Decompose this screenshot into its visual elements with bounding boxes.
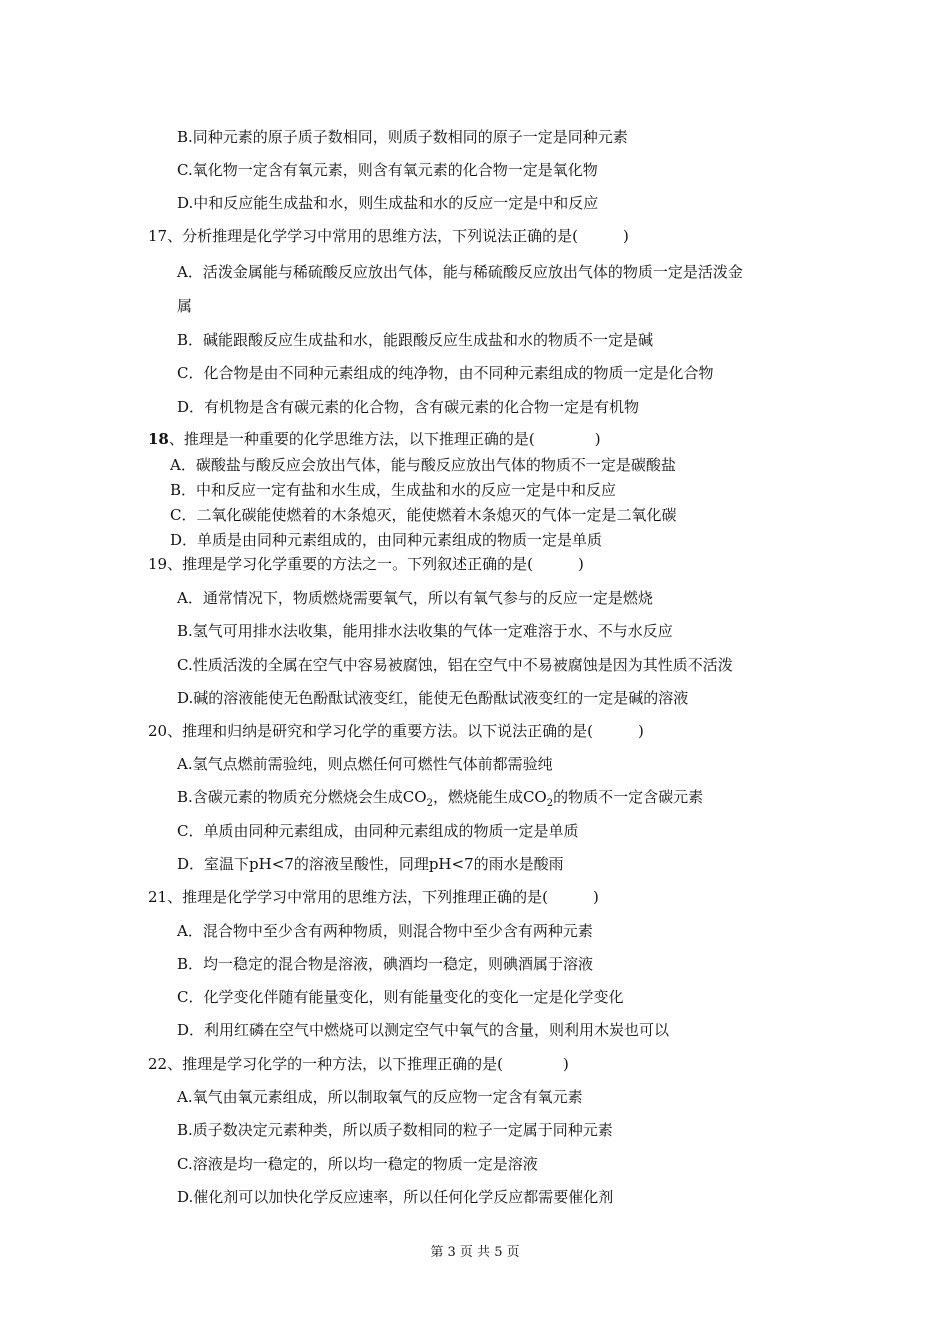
q22-option-a: A.氧气由氧元素组成，所以制取氧气的反应物一定含有氧元素 <box>177 1088 583 1106</box>
q18-option-c: C．二氧化碳能使燃着的木条熄灭，能使燃着木条熄灭的气体一定是二氧化碳 <box>170 506 677 524</box>
q18-option-b: B．中和反应一定有盐和水生成，生成盐和水的反应一定是中和反应 <box>170 481 617 499</box>
q18-option-d: D．单质是由同种元素组成的，由同种元素组成的物质一定是单质 <box>170 531 603 549</box>
q20-option-b-sub1: 2 <box>426 798 433 809</box>
q21-option-d: D．利用红磷在空气中燃烧可以测定空气中氧气的含量，则利用木炭也可以 <box>177 1021 670 1039</box>
q20-option-c: C．单质由同种元素组成，由同种元素组成的物质一定是单质 <box>177 822 579 840</box>
q22-option-b: B.质子数决定元素种类，所以质子数相同的粒子一定属于同种元素 <box>177 1121 613 1139</box>
q18-number: 18 <box>148 430 169 448</box>
q20-stem: 20、推理和归纳是研究和学习化学的重要方法。以下说法正确的是( ) <box>148 722 644 740</box>
q18-stem-text: 、推理是一种重要的化学思维方法，以下推理正确的是( ) <box>168 430 601 448</box>
q21-option-a: A．混合物中至少含有两种物质，则混合物中至少含有两种元素 <box>177 922 593 940</box>
q20-option-b-sub2: 2 <box>546 798 554 809</box>
q22-stem: 22、推理是学习化学的一种方法，以下推理正确的是( ) <box>148 1055 569 1073</box>
q19-stem: 19、推理是学习化学重要的方法之一。下列叙述正确的是( ) <box>148 555 584 573</box>
q18-stem <box>148 429 601 449</box>
q21-option-b: B．均一稳定的混合物是溶液，碘酒均一稳定，则碘酒属于溶液 <box>177 955 594 973</box>
q21-stem: 21、推理是化学学习中常用的思维方法，下列推理正确的是( ) <box>148 888 599 906</box>
q17-option-a-line2: 属 <box>177 297 193 315</box>
q17-option-b: B．碱能跟酸反应生成盐和水，能跟酸反应生成盐和水的物质不一定是碱 <box>177 331 654 349</box>
q20-option-b <box>177 787 703 807</box>
q16-option-d: D.中和反应能生成盐和水，则生成盐和水的反应一定是中和反应 <box>177 194 599 212</box>
q17-option-a-line1: A．活泼金属能与稀硫酸反应放出气体，能与稀硫酸反应放出气体的物质一定是活泼金 <box>177 263 743 281</box>
q17-stem: 17、分析推理是化学学习中常用的思维方法，下列说法正确的是( ) <box>148 227 629 245</box>
q19-option-d: D.碱的溶液能使无色酚酞试液变红，能使无色酚酞试液变红的一定是碱的溶液 <box>177 689 689 707</box>
q20-option-a: A.氢气点燃前需验纯，则点燃任何可燃性气体前都需验纯 <box>177 755 553 773</box>
q16-option-c: C.氧化物一定含有氧元素，则含有氧元素的化合物一定是氧化物 <box>177 161 598 179</box>
q20-option-b-part3: 的物质不一定含碳元素 <box>553 788 704 806</box>
q18-option-a: A．碳酸盐与酸反应会放出气体，能与酸反应放出气体的物质不一定是碳酸盐 <box>170 456 676 474</box>
q19-option-a: A．通常情况下，物质燃烧需要氧气，所以有氧气参与的反应一定是燃烧 <box>177 589 653 607</box>
q19-option-c: C.性质活泼的全属在空气中容易被腐蚀，铝在空气中不易被腐蚀是因为其性质不活泼 <box>177 656 733 674</box>
q17-option-c: C．化合物是由不同种元素组成的纯净物，由不同种元素组成的物质一定是化合物 <box>177 364 714 382</box>
q22-option-d: D.催化剂可以加快化学反应速率，所以任何化学反应都需要催化剂 <box>177 1188 614 1206</box>
page-footer: 第 3 页 共 5 页 <box>430 1245 520 1260</box>
q20-option-d: D．室温下pH<7的溶液呈酸性，同理pH<7的雨水是酸雨 <box>177 855 564 873</box>
q20-option-b-part2: ，燃烧能生成CO <box>432 788 547 806</box>
q22-option-c: C.溶液是均一稳定的，所以均一稳定的物质一定是溶液 <box>177 1155 538 1173</box>
q17-option-d: D．有机物是含有碳元素的化合物，含有碳元素的化合物一定是有机物 <box>177 398 640 416</box>
q19-option-b: B.氢气可用排水法收集，能用排水法收集的气体一定难溶于水、不与水反应 <box>177 622 673 640</box>
q20-option-b-part1: B.含碳元素的物质充分燃烧会生成CO <box>177 788 427 806</box>
q16-option-b: B.同种元素的原子质子数相同，则质子数相同的原子一定是同种元素 <box>177 128 628 146</box>
q21-option-c: C．化学变化伴随有能量变化，则有能量变化的变化一定是化学变化 <box>177 988 624 1006</box>
